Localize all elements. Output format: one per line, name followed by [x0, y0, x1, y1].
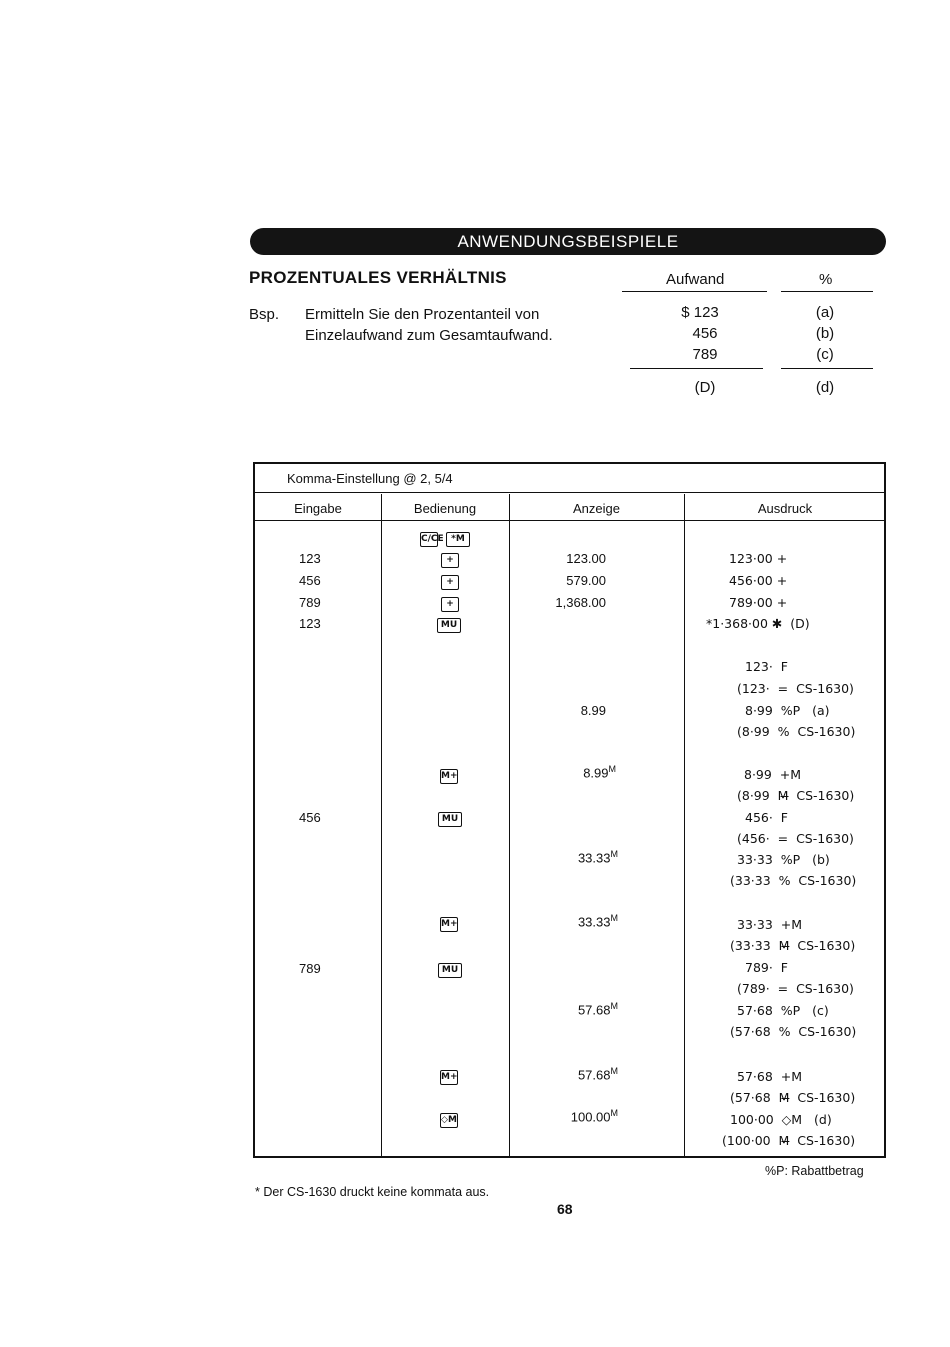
percent-value: (b): [815, 325, 835, 342]
divider: [622, 291, 767, 292]
printout-line: 456·00 +: [729, 573, 788, 588]
display-value: 8.99: [580, 703, 606, 718]
printout-line: 8·99 +M: [744, 767, 802, 782]
example-line-2: Einzelaufwand zum Gesamtaufwand.: [305, 327, 553, 344]
printout-line: (8·99 M̶ CS-1630): [737, 788, 855, 803]
printout-line: (789· = CS-1630): [737, 981, 854, 996]
aufwand-value: 789: [692, 346, 718, 363]
m-plus-key[interactable]: M+: [440, 1070, 458, 1085]
m-plus-key[interactable]: M+: [440, 769, 458, 784]
input-value: 789: [299, 961, 321, 976]
example-label: Bsp.: [249, 306, 280, 323]
printout-line: 33·33 +M: [737, 917, 802, 932]
header-bedienung: Bedienung: [413, 501, 477, 516]
printout-line: (33·33 M̶ CS-1630): [730, 938, 856, 953]
divider: [781, 368, 873, 369]
decimal-setting: Komma-Einstellung @ 2, 5/4: [287, 471, 453, 486]
m-plus-key[interactable]: M+: [440, 917, 458, 932]
printout-line: *1·368·00 ✱ (D): [706, 616, 810, 631]
mu-key[interactable]: MU: [438, 812, 462, 827]
display-value-memory: $8.99^M$: [583, 764, 616, 781]
aufwand-total: (D): [694, 379, 716, 396]
display-value-memory: $100.00^M$: [570, 1108, 618, 1125]
input-value: 456: [299, 810, 321, 825]
display-value: 123.00: [566, 551, 606, 566]
printout-line: (57·68 % CS-1630): [730, 1024, 857, 1039]
footnote: * Der CS-1630 druckt keine kommata aus.: [255, 1185, 490, 1199]
percent-value: (a): [815, 304, 835, 321]
display-value: 579.00: [566, 573, 606, 588]
display-value-memory: $33.33^M$: [577, 913, 618, 930]
printout-line: 789· F: [745, 960, 788, 975]
percent-value: (c): [816, 346, 834, 363]
mu-key[interactable]: MU: [438, 963, 462, 978]
header-anzeige: Anzeige: [573, 501, 620, 516]
legend-note: %P: Rabattbetrag: [765, 1164, 864, 1178]
display-value: 1,368.00: [555, 595, 606, 610]
header-ausdruck: Ausdruck: [757, 501, 813, 516]
printout-line: 100·00 ◇M (d): [730, 1112, 832, 1127]
column-head-percent: %: [819, 271, 833, 288]
plus-equals-key[interactable]: +: [441, 597, 459, 612]
plus-equals-key[interactable]: +: [441, 575, 459, 590]
divider: [630, 368, 763, 369]
printout-line: (456· = CS-1630): [737, 831, 854, 846]
section-title: PROZENTUALES VERHÄLTNIS: [249, 268, 507, 287]
input-value: 456: [299, 573, 321, 588]
column-head-aufwand: Aufwand: [666, 271, 725, 288]
input-value: 123: [299, 551, 321, 566]
aufwand-value: 456: [692, 325, 718, 342]
percent-total: (d): [815, 379, 835, 396]
printout-line: (8·99 % CS-1630): [737, 724, 856, 739]
section-banner: ANWENDUNGSBEISPIELE: [250, 228, 886, 255]
header-eingabe: Eingabe: [294, 501, 342, 516]
input-value: 789: [299, 595, 321, 610]
printout-line: (100·00 M̶ CS-1630): [722, 1133, 856, 1148]
printout-line: (33·33 % CS-1630): [730, 873, 857, 888]
divider: [781, 291, 873, 292]
printout-line: (123· = CS-1630): [737, 681, 854, 696]
memory-recall-key[interactable]: ◇M: [440, 1113, 458, 1128]
display-value-memory: $33.33^M$: [577, 849, 618, 866]
printout-line: 57·68 %P (c): [737, 1003, 829, 1018]
plus-equals-key[interactable]: +: [441, 553, 459, 568]
ce-key[interactable]: C/CE: [420, 532, 438, 547]
aufwand-value: $ 123: [681, 304, 719, 321]
printout-line: 33·33 %P (b): [737, 852, 830, 867]
keystroke-table: [253, 462, 886, 1158]
printout-line: 8·99 %P (a): [745, 703, 830, 718]
printout-line: 123·00 +: [729, 551, 788, 566]
printout-line: 57·68 +M: [737, 1069, 802, 1084]
page-number: 68: [557, 1201, 573, 1217]
example-line-1: Ermitteln Sie den Prozentanteil von: [305, 306, 540, 323]
printout-line: 456· F: [745, 810, 788, 825]
printout-line: (57·68 M̶ CS-1630): [730, 1090, 856, 1105]
mu-key[interactable]: MU: [437, 618, 461, 633]
input-value: 123: [299, 616, 321, 631]
printout-line: 789·00 +: [729, 595, 788, 610]
clear-memory-key[interactable]: *M: [446, 532, 470, 547]
printout-line: 123· F: [745, 659, 788, 674]
display-value-memory: $57.68^M$: [577, 1066, 618, 1083]
display-value-memory: $57.68^M$: [577, 1001, 618, 1018]
